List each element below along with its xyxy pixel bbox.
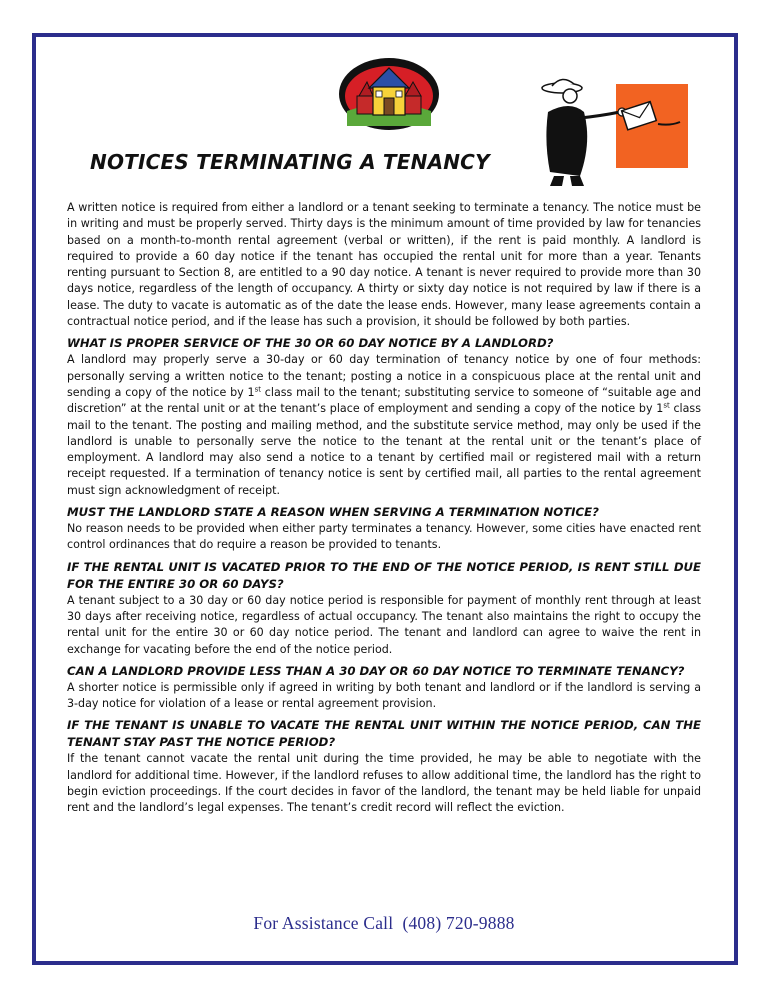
section-body: A shorter notice is permissible only if agreed in writing by both tenant and landlord or if the landlord is serving a 3-day notice for violation of a lease or rental agreement provision.	[67, 680, 701, 711]
mail-carrier-clipart-icon	[540, 72, 690, 190]
page-title: NOTICES TERMINATING A TENANCY	[90, 150, 490, 174]
intro-paragraph: A written notice is required from either a landlord or a tenant seeking to terminate a tenancy. The notice must be in writing and must be properly served. Thirty days is the minimum amount of time provided by law for tenancies based on a month-to-month rental agreement (verbal or written), if the rent is paid monthly. A landlord is required to provide a 60 day notice if the tenant has occupied the rental unit for more than a year. Tenants renting pursuant to Section 8, are entitled to a 90 day notice. A tenant is never required to provide more than 30 days notice, regardless of the length of occupancy. A thirty or sixty day notice is not required by law if there is a lease. The duty to vacate is automatic as of the date the lease ends. However, many lease agreements contain a contractual notice period, and if the lease has such a provision, it should be followed by both parties.	[67, 201, 701, 329]
section-heading: CAN A LANDLORD PROVIDE LESS THAN A 30 DAY OR 60 DAY NOTICE TO TERMINATE TENANCY?	[67, 663, 685, 678]
body-text: class mail to the tenant; substituting service to someone of “suitable age and discretion” at the rental unit or at the tenant’s place of employment and sending a copy of the notice by 1	[67, 385, 701, 416]
body-text: A landlord may properly serve a 30-day or 60 day termination of tenancy notice by one of four methods: personally serving a written notice to the tenant; posting a notice in a conspicuous place at the rental unit and sending a copy of the notice by 1	[67, 353, 701, 399]
house-clipart-icon	[337, 56, 441, 132]
superscript: st	[254, 385, 261, 394]
section-body: If the tenant cannot vacate the rental unit during the time provided, he may be able to negotiate with the landlord for additional time. However, if the landlord refuses to allow additional time, the landlord has the right to begin eviction proceedings. If the court decides in favor of the landlord, the tenant may be held liable for unpaid rent and the landlord’s legal expenses. The tenant’s credit record will reflect the eviction.	[67, 752, 701, 815]
assistance-phone: For Assistance Call (408) 720-9888	[253, 913, 515, 933]
section-heading: WHAT IS PROPER SERVICE OF THE 30 OR 60 DAY NOTICE BY A LANDLORD?	[67, 336, 554, 351]
section-body: A tenant subject to a 30 day or 60 day notice period is responsible for payment of monthly rent through at least 30 days after receiving notice, regardless of actual occupancy. The tenant also maintains the right to occupy the rental unit for the entire 30 or 60 day notice period. The tenant and landlord can agree to waive the rent in exchange for vacating before the end of the notice period.	[67, 593, 701, 656]
body-text: class mail to the tenant. The posting and mailing method, and the substitute service method, may only be used if the landlord is unable to personally serve the notice to the tenant at the rental unit or the tenant’s place of employment. A landlord may also send a notice to a tenant by certified mail or registered mail with a return receipt requested. If a termination of tenancy notice is sent by certified mail, all parties to the rental agreement must sign acknowledgment of receipt.	[67, 402, 701, 497]
section-heading: MUST THE LANDLORD STATE A REASON WHEN SERVING A TERMINATION NOTICE?	[67, 505, 599, 520]
section-body: No reason needs to be provided when either party terminates a tenancy. However, some cities have enacted rent control ordinances that do require a reason be provided to tenants.	[67, 522, 701, 552]
section-heading: IF THE TENANT IS UNABLE TO VACATE THE RENTAL UNIT WITHIN THE NOTICE PERIOD, CAN THE TENANT STAY PAST THE NOTICE PERIOD?	[67, 718, 701, 750]
document-body	[67, 200, 701, 817]
section-body	[67, 352, 701, 499]
superscript: st	[663, 401, 670, 410]
section-heading: IF THE RENTAL UNIT IS VACATED PRIOR TO THE END OF THE NOTICE PERIOD, IS RENT STILL DUE FOR THE ENTIRE 30 OR 60 DAYS?	[67, 559, 701, 591]
